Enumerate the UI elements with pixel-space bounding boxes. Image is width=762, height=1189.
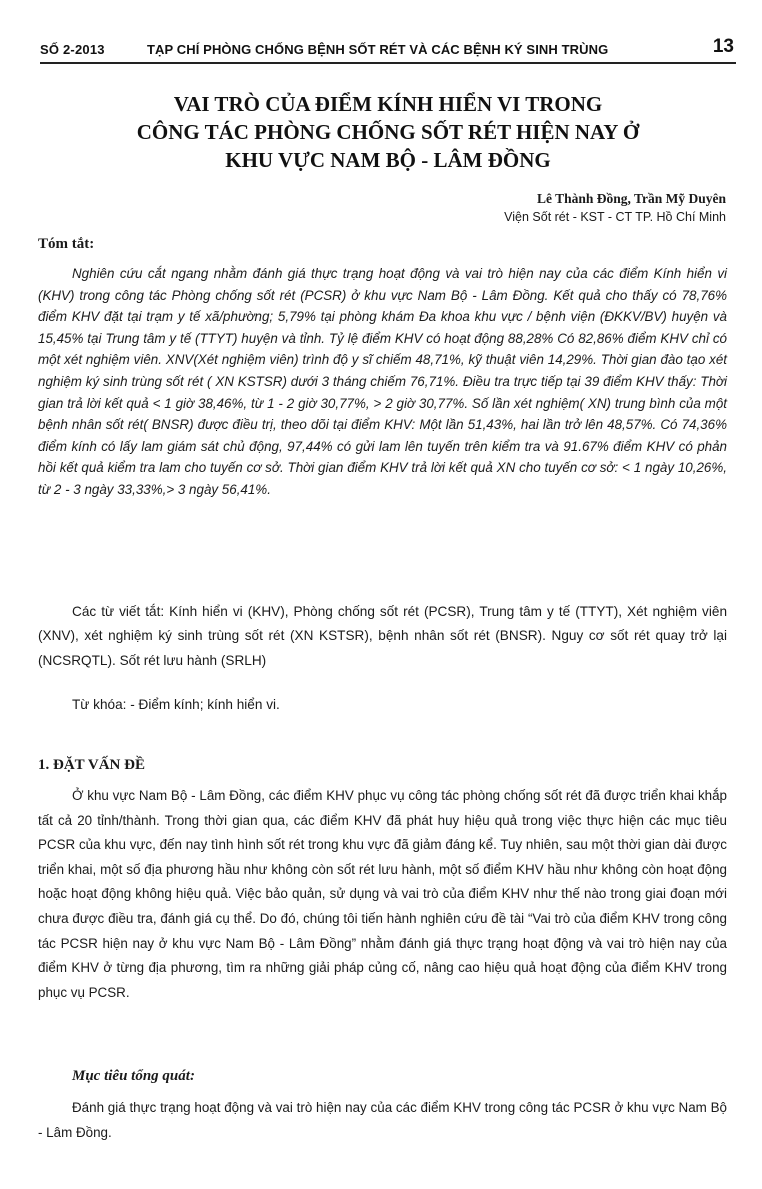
article-title <box>40 90 736 174</box>
section-heading-introduction: 1. ĐẶT VẤN ĐỀ <box>38 757 145 773</box>
title-line-1: VAI TRÒ CỦA ĐIỂM KÍNH HIỂN VI TRONG <box>173 92 603 116</box>
keywords-line: Từ khóa: - Điểm kính; kính hiển vi. <box>72 697 280 712</box>
objective-heading: Mục tiêu tổng quát: <box>72 1068 195 1084</box>
author-names: Lê Thành Đồng, Trần Mỹ Duyên <box>536 191 726 206</box>
abbreviations-paragraph: Các từ viết tắt: Kính hiển vi (KHV), Phòng chống sốt rét (PCSR), Trung tâm y tế (TTYT), Xét nghiệm viên (XNV), xét nghiệm ký sinh trùng sốt rét (XN KSTSR), bệnh nhân sốt rét (BNSR). Nguy cơ sốt rét quay trở lại (NCSRQTL). Sốt rét lưu hành (SRLH) <box>38 604 727 668</box>
running-header <box>40 36 736 64</box>
objective-paragraph: Đánh giá thực trạng hoạt động và vai trò hiện nay của các điểm KHV trong công tác PCSR ở khu vực Nam Bộ - Lâm Đồng. <box>38 1100 727 1140</box>
issue-number: SỐ 2-2013 <box>40 42 105 57</box>
title-line-3: KHU VỰC NAM BỘ - LÂM ĐỒNG <box>225 148 551 172</box>
author-affiliation: Viện Sốt rét - KST - CT TP. Hồ Chí Minh <box>504 210 726 224</box>
introduction-paragraph: Ở khu vực Nam Bộ - Lâm Đồng, các điểm KHV phục vụ công tác phòng chống sốt rét đã được triển khai khắp tất cả 20 tỉnh/thành. Trong thời gian qua, các điểm KHV đã phát huy hiệu quả trong việc thực hiện các mục tiêu PCSR của khu vực, đến nay tình hình sốt rét trong khu vực đã giảm đáng kể. Tuy nhiên, sau một thời gian dài được triển khai, một số địa phương hầu như không còn sốt rét lưu hành, một số điểm KHV hầu như không còn hoạt động hoặc hoạt động không hiệu quả. Việc bảo quản, sử dụng và vai trò của điểm KHV như thế nào trong giai đoạn mới chưa được điều tra, đánh giá cụ thể. Do đó, chúng tôi tiến hành nghiên cứu đề tài “Vai trò của điểm KHV trong công tác PCSR hiện nay ở khu vực Nam Bộ - Lâm Đồng” nhằm đánh giá thực trạng hoạt động và vai trò hiện nay của điểm KHV ở từng địa phương, tìm ra những giải pháp củng cố, nâng cao hiệu quả hoạt động của điểm KHV trong phục vụ PCSR. <box>38 788 727 1000</box>
title-line-2: CÔNG TÁC PHÒNG CHỐNG SỐT RÉT HIỆN NAY Ở <box>136 120 640 144</box>
page-number: 13 <box>712 36 734 57</box>
abstract-text: Nghiên cứu cắt ngang nhằm đánh giá thực trạng hoạt động và vai trò hiện nay của các điểm Kính hiển vi (KHV) trong công tác Phòng chống sốt rét (PCSR) ở khu vực Nam Bộ - Lâm Đồng. Kết quả cho thấy có 78,76% điểm KHV đặt tại trạm y tế xã/phường; 5,79% tại phòng khám Đa khoa khu vực / bệnh viện (ĐKKV/BV) huyện và 15,45% tại Trung tâm y tế (TTYT) huyện và tỉnh. Tỷ lệ điểm KHV có hoạt động 88,28% Có 82,86% điểm KHV chỉ có một xét nghiệm viên. XNV(Xét nghiệm viên) trình độ y sĩ chiếm 48,71%, kỹ thuật viên 14,29%. Thời gian đào tạo xét nghiệm ký sinh trùng sốt rét ( XN KSTSR) dưới 3 tháng chiếm 76,71%. Điều tra trực tiếp tại 39 điểm KHV thấy: Thời gian trả lời kết quả < 1 giờ 38,46%, từ 1 - 2 giờ 30,77%, > 2 giờ 30,77%. Số lần xét nghiệm( XN) trung bình của một bệnh nhân sốt rét( BNSR) được điều trị, theo dõi tại điểm KHV: Một lần 51,43%, hai lần trở lên 48,57%. Có 74,36% điểm kính có lấy lam giám sát chủ động, 97,44% có gửi lam lên tuyến trên kiểm tra và 91.67% điểm KHV có phản hồi kết quả kiểm tra lam cho tuyến cơ sở. Thời gian điểm KHV trả lời kết quả XN cho tuyến cơ sở: < 1 ngày 10,26%, từ 2 - 3 ngày 33,33%,> 3 ngày 56,41%. <box>38 266 727 497</box>
abstract-heading: Tóm tắt: <box>38 236 95 252</box>
author-block <box>504 189 726 227</box>
journal-name: TẠP CHÍ PHÒNG CHỐNG BỆNH SỐT RÉT VÀ CÁC BỆNH KÝ SINH TRÙNG <box>147 42 609 57</box>
